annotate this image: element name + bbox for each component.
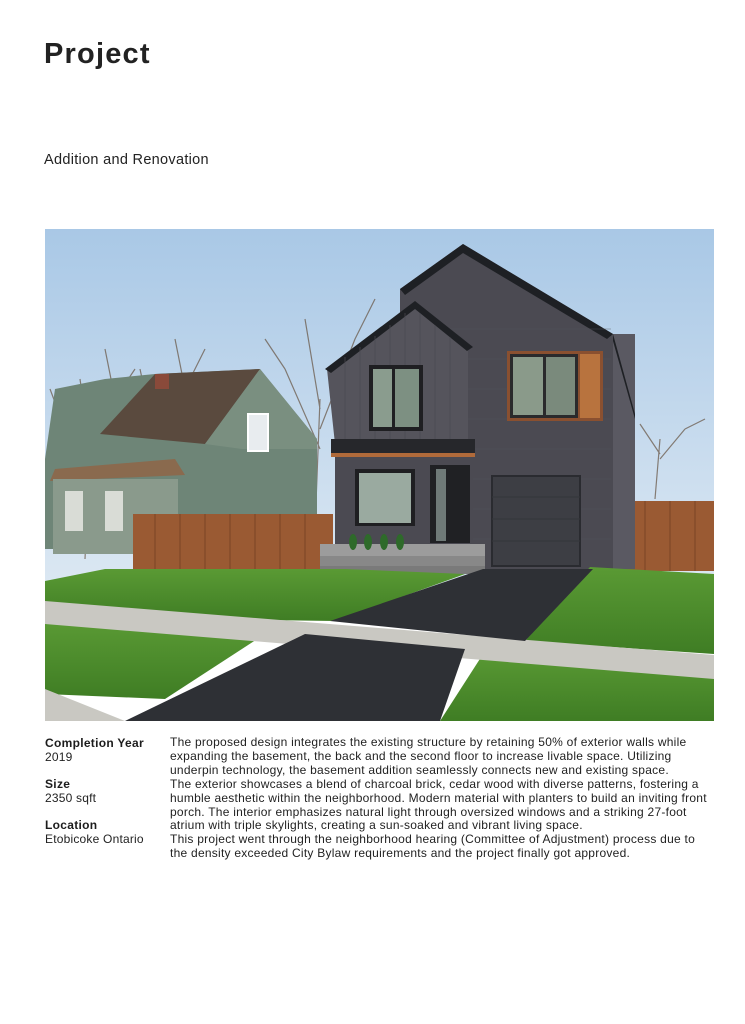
size-value: 2350 sqft (45, 791, 97, 805)
size (45, 777, 165, 805)
location-label: Location (45, 818, 98, 832)
project-details (45, 736, 165, 859)
completion-year-value: 2019 (45, 750, 73, 764)
completion-year-label: Completion Year (45, 736, 144, 750)
house-photo (45, 229, 714, 721)
description-paragraph-2: The exterior showcases a blend of charcoal brick, cedar wood with diverse patterns, fostering a humble aesthetic within the neighborhood. Modern material with planters to build an inviting front porch. The interior emphasizes natural light through oversized windows and a striking 27-foot atrium with triple skylights, creating a sun-soaked and vibrant living space. (170, 776, 707, 833)
location (45, 818, 165, 846)
description-paragraph-3: This project went through the neighborhood hearing (Committee of Adjustment) process due to the density exceeded City Bylaw requirements and the project finally got approved. (170, 832, 696, 861)
completion-year (45, 736, 165, 764)
page-title: Project (44, 38, 151, 70)
project-description (170, 736, 715, 861)
location-value: Etobicoke Ontario (45, 832, 144, 846)
page-subtitle: Addition and Renovation (44, 152, 209, 168)
description-paragraph-1: The proposed design integrates the existing structure by retaining 50% of exterior walls while expanding the basement, the back and the second floor to increase livable space. Utilizing underpin technology, the basement addition seamlessly connects new and existing space. (170, 735, 687, 777)
size-label: Size (45, 777, 71, 791)
